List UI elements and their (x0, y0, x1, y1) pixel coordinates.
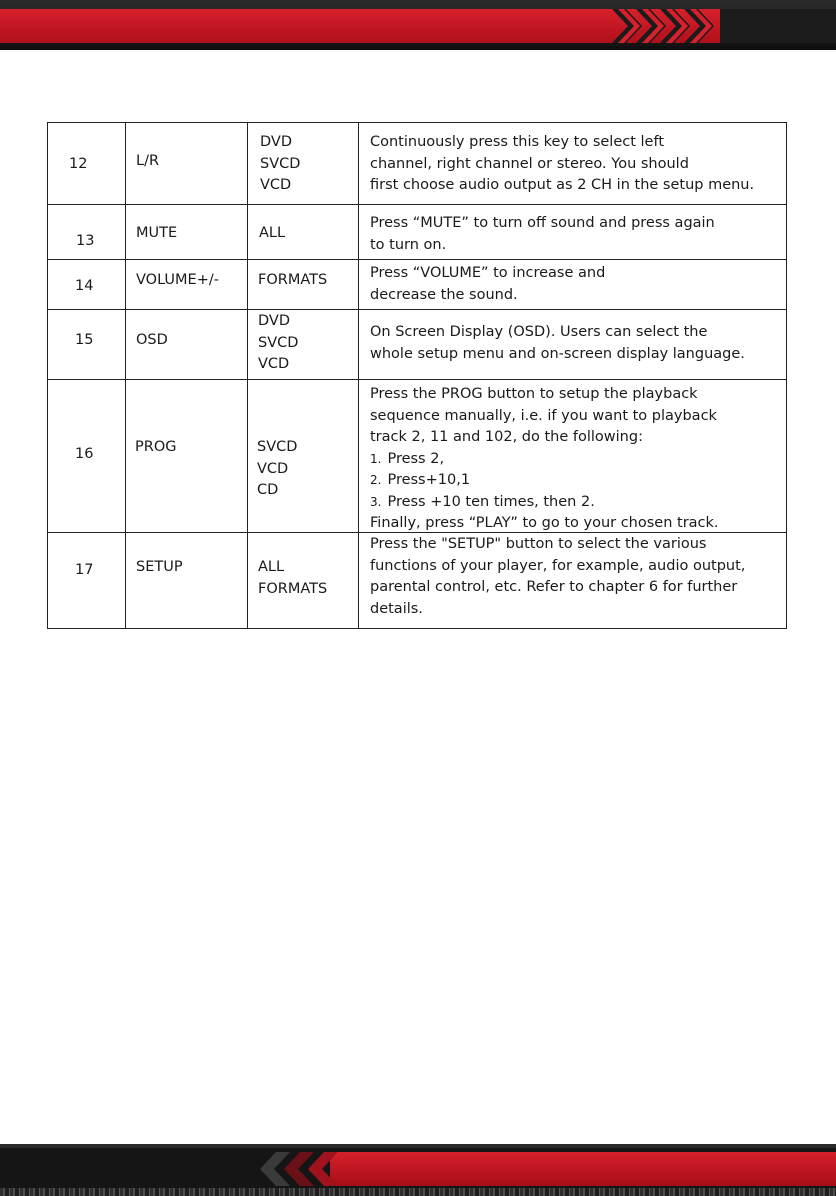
table-row (48, 123, 787, 205)
description-cell (359, 310, 787, 380)
table-row (48, 310, 787, 380)
table-row (48, 205, 787, 260)
step-item (370, 470, 719, 492)
table-row (48, 533, 787, 629)
row-number-cell (48, 123, 126, 205)
chevron-arrows-icon (612, 7, 724, 45)
description-line: details. (370, 600, 423, 617)
row-number-cell (48, 310, 126, 380)
top-banner (0, 0, 836, 50)
description-cell (359, 123, 787, 205)
key-name-cell (126, 533, 248, 629)
key-name: PROG (135, 439, 177, 455)
step-text: Press+10,1 (387, 472, 471, 488)
key-name-cell (126, 260, 248, 310)
description-line: On Screen Display (OSD). Users can select the (370, 324, 708, 340)
row-number-cell (48, 260, 126, 310)
description-line: channel, right channel or stereo. You should (370, 155, 689, 172)
description-line: Press “VOLUME” to increase and (370, 265, 606, 281)
step-text: Press +10 ten times, then 2. (387, 493, 595, 510)
formats-cell (248, 380, 359, 533)
description-cell (359, 380, 787, 533)
description-line: Press “MUTE” to turn off sound and press again (370, 215, 715, 231)
row-number: 13 (76, 233, 95, 249)
row-number: 17 (75, 562, 94, 578)
chevron-arrows-left-icon (238, 1150, 338, 1188)
format-item: VCD (258, 356, 290, 372)
format-item: DVD (258, 313, 290, 329)
bottom-banner (0, 1144, 836, 1196)
description-cell (359, 260, 787, 310)
bottom-banner-red-strip (330, 1152, 836, 1186)
bottom-banner-divider (0, 1144, 836, 1148)
formats-cell (248, 205, 359, 260)
table-row (48, 380, 787, 533)
description-cell (359, 533, 787, 629)
format-item: SVCD (257, 439, 298, 455)
format-item: CD (257, 482, 279, 498)
top-banner-divider (0, 46, 836, 49)
description-line: Press the "SETUP" button to select the various (370, 536, 707, 552)
row-number: 16 (75, 446, 94, 462)
formats-cell (248, 260, 359, 310)
description-line: track 2, 11 and 102, do the following: (370, 429, 643, 445)
formats-cell (248, 123, 359, 205)
key-name-cell (126, 310, 248, 380)
description-line: Finally, press “PLAY” to go to your chosen track. (370, 515, 719, 531)
table-row (48, 260, 787, 310)
row-number: 15 (75, 332, 94, 348)
step-number: 3. (370, 494, 382, 509)
row-number-cell (48, 380, 126, 533)
key-name: VOLUME+/- (136, 272, 219, 288)
format-item: VCD (260, 177, 292, 193)
key-name: MUTE (136, 225, 178, 241)
key-name-cell (126, 380, 248, 533)
formats-cell (248, 310, 359, 380)
row-number-cell (48, 533, 126, 629)
key-name: L/R (136, 153, 160, 169)
description-line: whole setup menu and on-screen display language. (370, 345, 745, 362)
row-number-cell (48, 205, 126, 260)
key-name-cell (126, 123, 248, 205)
row-number: 14 (75, 278, 94, 294)
description-cell (359, 205, 787, 260)
description-line: sequence manually, i.e. if you want to playback (370, 407, 717, 424)
format-item: SVCD (258, 334, 299, 351)
bottom-banner-texture (0, 1188, 836, 1196)
description-line: first choose audio output as 2 CH in the setup menu. (370, 177, 755, 193)
key-name-cell (126, 205, 248, 260)
row-number: 12 (69, 156, 88, 172)
format-item: VCD (257, 460, 289, 477)
step-item (370, 449, 719, 471)
key-name: OSD (136, 332, 168, 348)
step-text: Press 2, (387, 450, 445, 467)
format-item: DVD (260, 134, 292, 150)
format-item: ALL (259, 225, 286, 241)
format-item: ALL (258, 559, 285, 575)
description-line: to turn on. (370, 236, 447, 253)
step-item (370, 492, 719, 514)
description-line: functions of your player, for example, audio output, (370, 557, 746, 574)
remote-keys-table (47, 122, 787, 629)
formats-cell (248, 533, 359, 629)
description-line: decrease the sound. (370, 286, 518, 303)
format-item: FORMATS (258, 580, 328, 597)
description-line: Continuously press this key to select left (370, 134, 665, 150)
top-banner-dark-section (720, 9, 836, 43)
step-number: 1. (370, 451, 382, 466)
format-item: FORMATS (258, 272, 328, 288)
description-line: parental control, etc. Refer to chapter 6 for further (370, 579, 738, 595)
description-line: Press the PROG button to setup the playback (370, 386, 698, 402)
key-name: SETUP (136, 559, 183, 575)
format-item: SVCD (260, 155, 301, 172)
step-number: 2. (370, 473, 382, 487)
